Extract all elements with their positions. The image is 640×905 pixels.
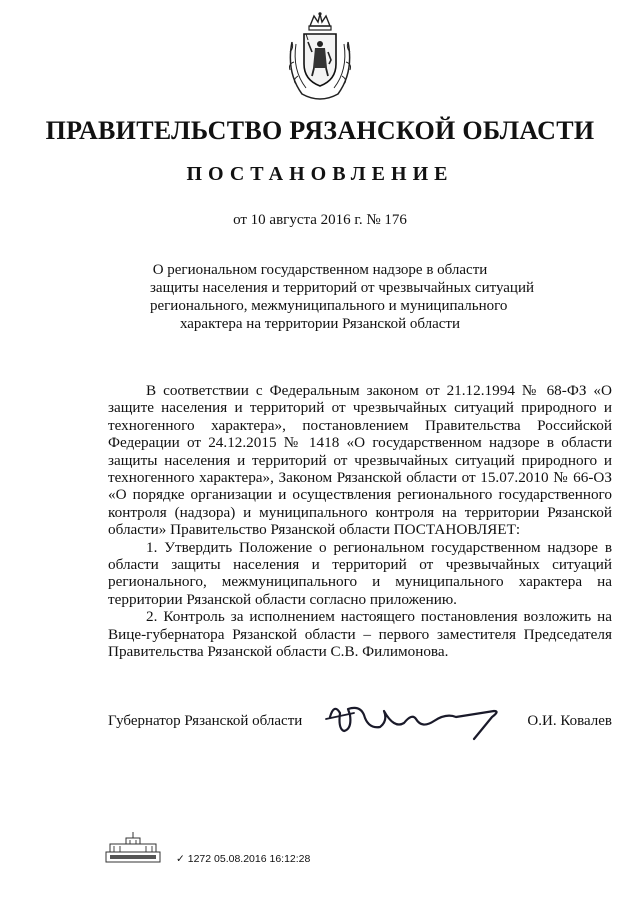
- subject-line: характера на территории Рязанской области: [179, 316, 461, 332]
- subject-line: регионального, межмуниципального и муниципального: [150, 298, 508, 314]
- registration-number: 1272 05.08.2016 16:12:28: [187, 853, 311, 865]
- subject-line: защиты населения и территорий от чрезвычайных ситуаций: [150, 280, 535, 296]
- handwritten-signature: [324, 699, 504, 745]
- resolution-item-2: 2. Контроль за исполнением настоящего постановления возложить на Вице-губернатора Рязанской области – первого заместителя Председателя Правительства Рязанской области С.В. Филимонова.: [108, 608, 612, 661]
- document-type: ПОСТАНОВЛЕНИЕ: [186, 163, 454, 185]
- signatory-name: О.И. Ковалев: [527, 713, 612, 729]
- document-date-number: от 10 августа 2016 г. № 176: [233, 212, 407, 228]
- preamble-paragraph: В соответствии с Федеральным законом от 21.12.1994 № 68-ФЗ «О защите населения и территорий от чрезвычайных ситуаций природного и техногенного характера», постановлением Правительства Российской Федерации от 24.12.2015 № 1418 «О государственном надзоре в области защиты населения и территорий от чрезвычайных ситуаций природного и техногенного характера», Законом Рязанской области от 15.07.2010 № 66-ОЗ «О порядке организации и осуществления регионального государственного контроля (надзора) и муниципального контроля на территории Рязанской области» Правительство Рязанской области ПОСТАНОВЛЯЕТ:: [108, 382, 612, 539]
- signatory-position: Губернатор Рязанской области: [108, 713, 303, 729]
- document-subject: [150, 261, 535, 333]
- document-flag-icon: ✓: [176, 853, 185, 865]
- organization-title: ПРАВИТЕЛЬСТВО РЯЗАНСКОЙ ОБЛАСТИ: [45, 116, 595, 145]
- signature-block: [108, 707, 612, 747]
- document-body: [108, 382, 612, 661]
- resolution-item-1: 1. Утвердить Положение о региональном государственном надзоре в области защиты населения и территорий от чрезвычайных ситуаций регионального, межмуниципального и муниципального характера на территории Рязанской области согласно приложению.: [108, 538, 612, 608]
- building-stamp-icon: [104, 830, 162, 864]
- subject-line: О региональном государственном надзоре в области: [152, 262, 488, 278]
- coat-of-arms-emblem: [284, 12, 356, 104]
- registration-stamp: [176, 853, 310, 865]
